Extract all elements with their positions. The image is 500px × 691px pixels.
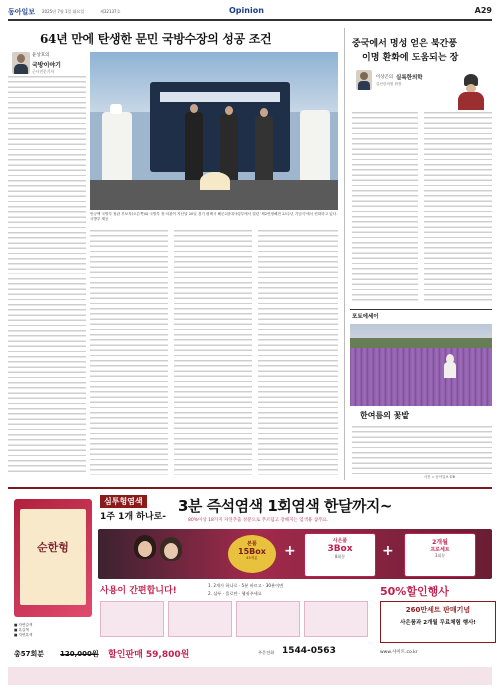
month-badge	[404, 533, 476, 577]
left-body-col3	[174, 230, 252, 475]
author-name: 윤상호의	[32, 53, 50, 58]
right-body-col1	[352, 112, 418, 302]
gift-label: 사은품	[332, 538, 348, 544]
main-box-note: 45개분	[246, 556, 258, 560]
order-phone-box	[258, 645, 378, 663]
month-sub: 프로세트	[430, 547, 450, 553]
left-body-col1	[8, 76, 86, 274]
ad-tag: 심투헝염색	[100, 495, 147, 508]
left-body-col2	[90, 230, 168, 475]
masthead-issue: 제32137호	[100, 9, 121, 14]
masthead-date: 2025년 7월 1일 화요일	[42, 9, 85, 14]
main-box-label: 본품	[247, 541, 257, 547]
ad-headline-part2: 3분 즉석염색 1회염색 한달까지~	[178, 497, 392, 515]
price-original: 120,000원	[60, 650, 99, 658]
phone-label: 주문전화	[258, 650, 275, 655]
right-author-role: 갑산한의원 원장	[376, 82, 402, 86]
discount-badge: 50%할인행사	[380, 585, 449, 598]
offer-banner	[98, 529, 492, 579]
left-body-col4	[258, 230, 338, 475]
herbal-illustration	[452, 70, 490, 110]
month-label: 2개월	[432, 539, 448, 546]
right-title-line2: 이명 환화에 도움되는 장	[362, 53, 459, 63]
right-author-photo	[356, 70, 372, 90]
gift-note: 8회분	[334, 554, 346, 559]
ad-footer-strip	[8, 667, 492, 685]
usage-steps: 1. 2개가 하나로 · 5분 바르고 · 30분이면	[208, 583, 284, 588]
price-sale: 할인판매 59,800원	[108, 650, 190, 660]
main-box-badge	[228, 535, 276, 573]
gift-badge	[304, 533, 376, 577]
masthead	[8, 6, 492, 26]
gift-box: 3Box	[327, 544, 353, 554]
advertisement	[8, 487, 492, 687]
photo-essay-header: 포토에세이	[352, 314, 379, 320]
author-photo	[12, 52, 30, 74]
photo-caption: 안규백 국방부 장관 후보자(오른쪽)와 국방부 장·차관이 지난달 20일 경기 평택시 해군2함대사령부에서 열린 '제2연평해전 23주년 기념식'에서 헌화하고 있다. 국방부 제공	[90, 212, 338, 221]
sale-line-1: 260만세트 판매기념	[405, 606, 471, 614]
usage-illustrations	[100, 601, 370, 637]
photo-essay-body	[352, 426, 492, 474]
sale-box	[380, 601, 496, 643]
price-label: 총57회분	[14, 650, 45, 658]
month-note: 3회분	[434, 553, 446, 558]
section-label	[229, 6, 264, 15]
color-option-2: ■ 흑갈색	[14, 628, 29, 632]
left-body-col1-lower	[8, 278, 86, 475]
right-body-col2	[424, 112, 492, 302]
author-role: 군사전문기자	[32, 69, 55, 74]
color-option-3: ■ 자연흑색	[14, 633, 33, 637]
right-series: 이상곤의	[376, 75, 393, 80]
page-number: A29	[474, 6, 492, 15]
left-column-title: 64년 만에 탄생한 문민 국방수장의 성공 조건	[40, 32, 272, 46]
product-box	[14, 499, 92, 617]
ad-headline-part1: 1주 1개 하나로-	[100, 512, 166, 522]
main-box-count: 15Box	[238, 547, 266, 556]
column-name: 국방이야기	[32, 62, 61, 69]
usage-steps-2: 2. 샴푸 · 물로만 · 헹궈주세요	[208, 591, 262, 596]
plus-sign-2: +	[382, 543, 394, 559]
sale-line-2: 사은품과 2개월 무료체험 행사!	[400, 620, 476, 626]
product-name: 순한헝	[37, 541, 69, 554]
ad-website[interactable]: www.사이트.co.kr	[380, 650, 418, 655]
photo-essay-credit: 사진 = 동아일보 DB	[424, 475, 455, 479]
right-title-line1: 중국에서 명성 얻은 북간풍	[352, 39, 458, 49]
column-divider-1	[344, 28, 345, 480]
right-series-name: 실록한의학	[396, 75, 423, 81]
section-name: Opinion	[229, 6, 264, 15]
color-option-1: ■ 자연갈색	[14, 623, 33, 627]
plus-sign-1: +	[284, 543, 296, 559]
masthead-logo: 동아일보	[8, 8, 36, 16]
flower-field-photo	[350, 324, 492, 406]
ad-subhead: 80%이상 18가지 자연추출 성분으로 푸르덥고 장해지는 염색용 샴푸요.	[188, 518, 329, 523]
phone-number[interactable]: 1544-0563	[282, 646, 336, 656]
model-photo	[104, 533, 204, 575]
photo-essay-title: 한여름의 꽃밭	[360, 410, 410, 420]
easy-use: 사용이 간편합니다!	[100, 586, 177, 596]
ceremony-photo	[90, 52, 338, 210]
masthead-rule	[8, 19, 492, 21]
color-options	[14, 623, 94, 638]
photo-essay-rule	[350, 309, 492, 310]
